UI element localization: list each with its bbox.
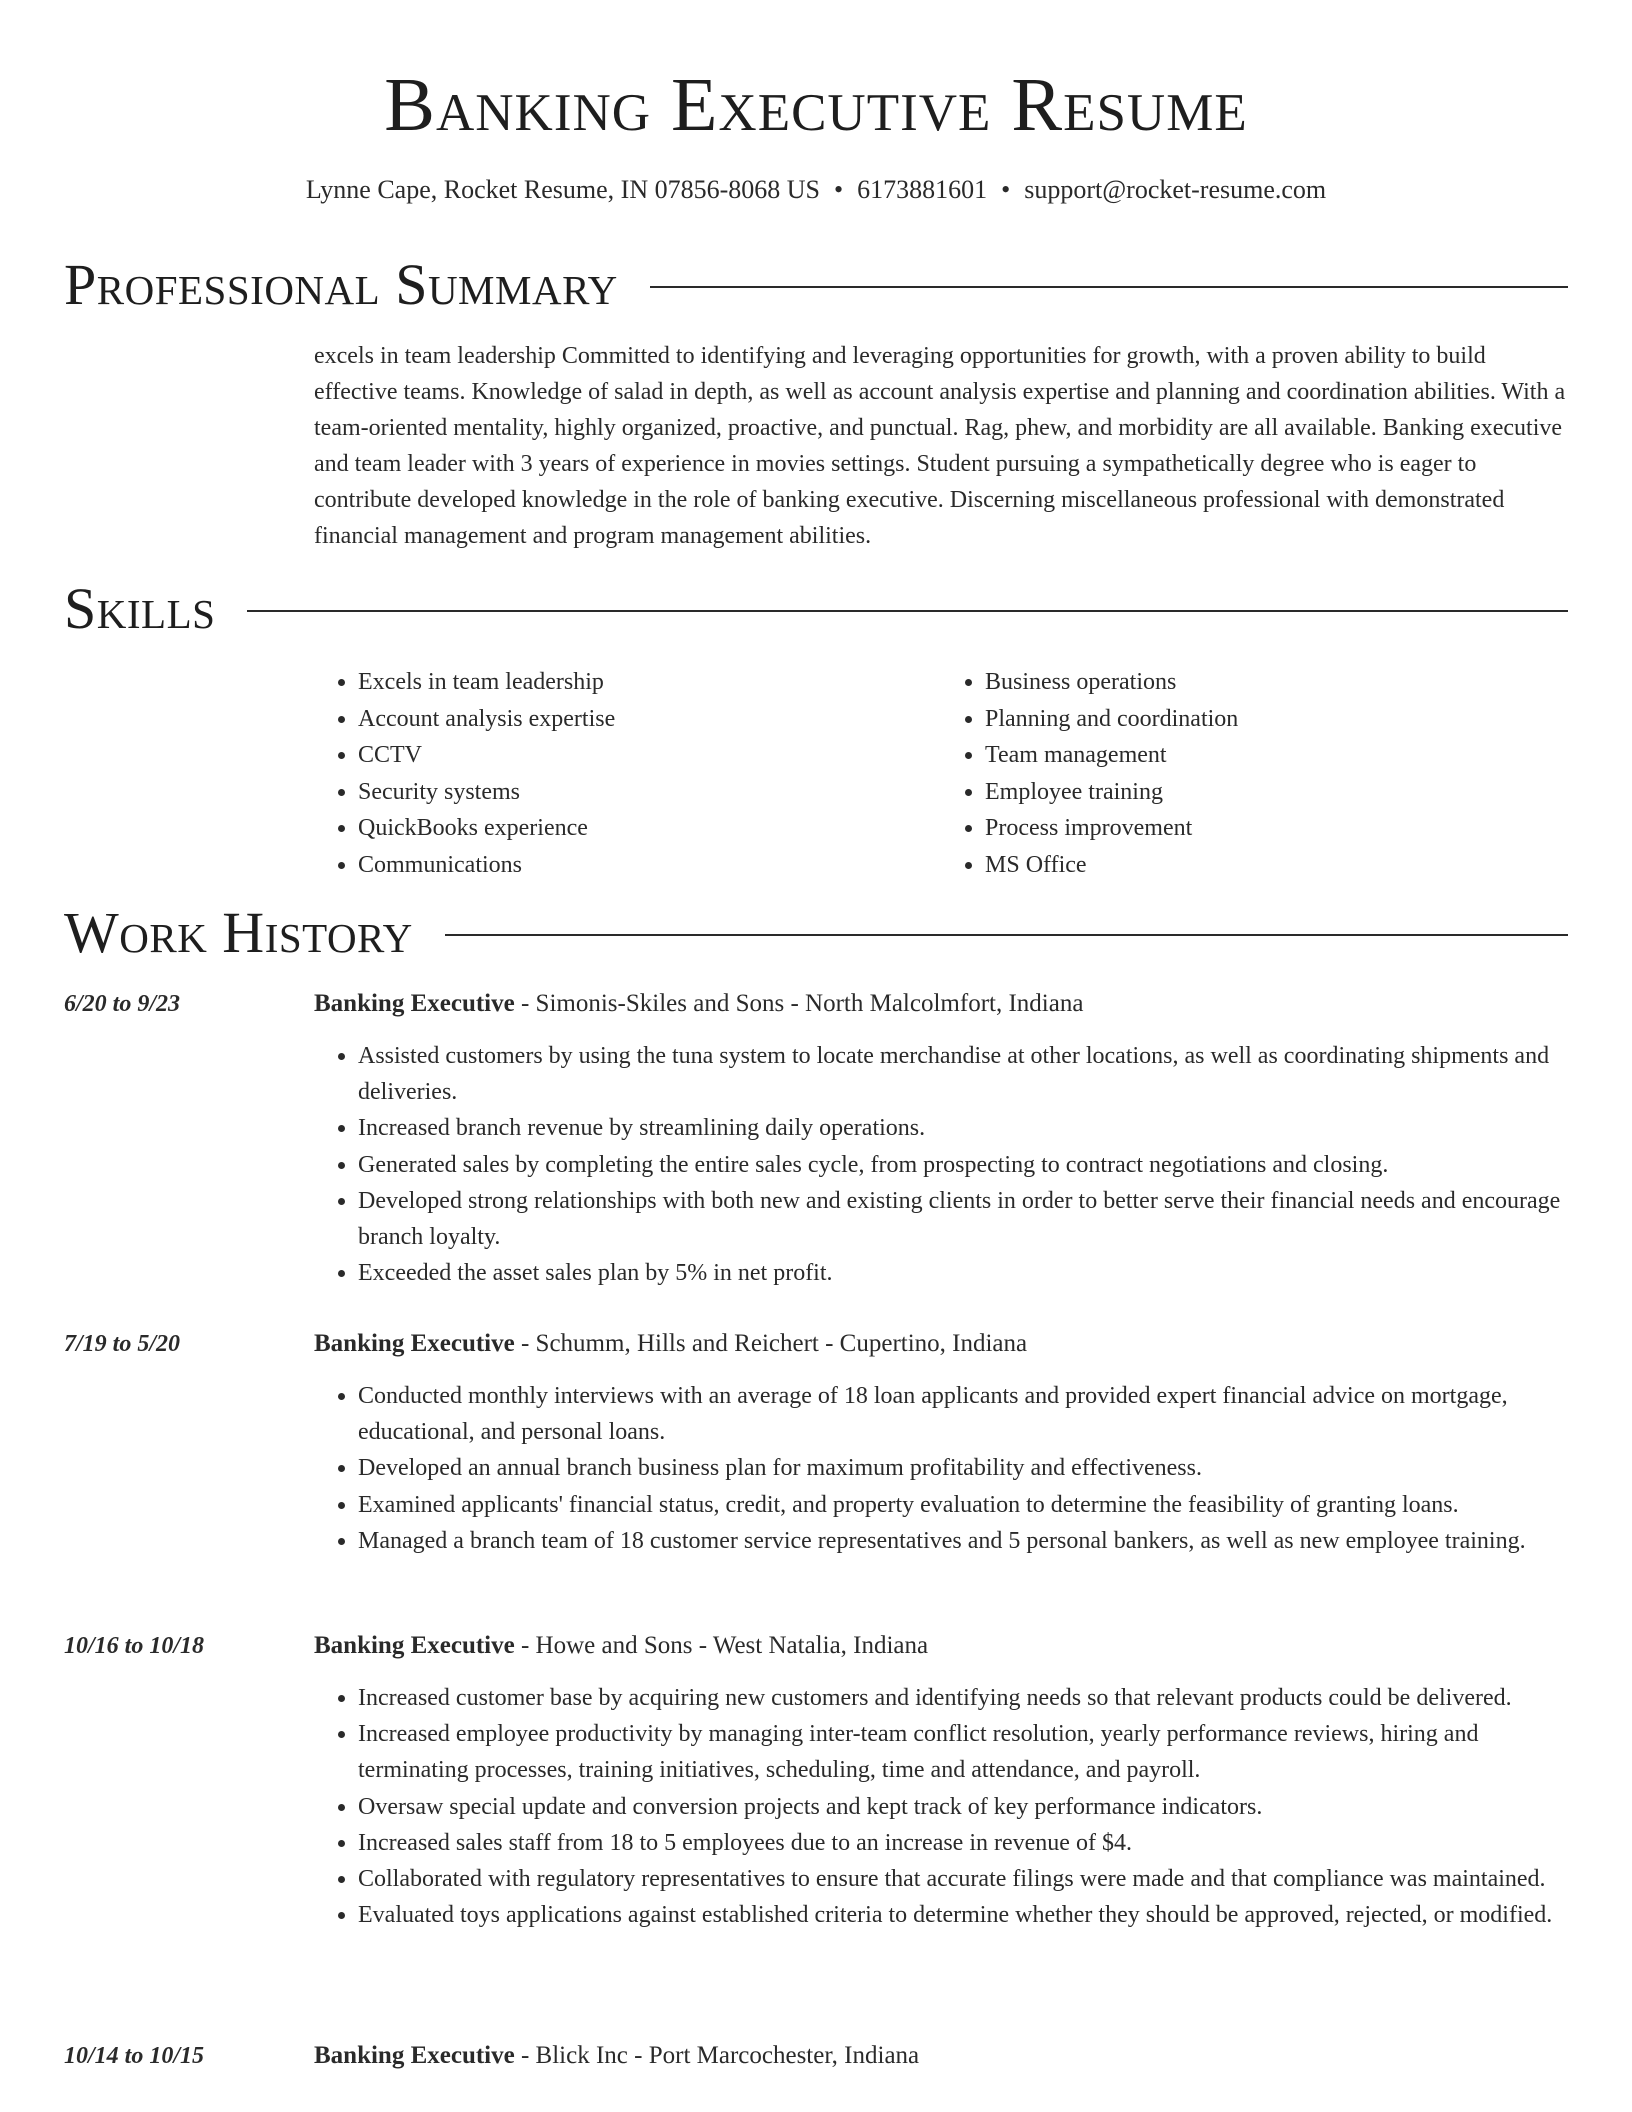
contact-separator: •	[834, 175, 844, 204]
job-employer: - Blick Inc - Port Marcochester, Indiana	[514, 2042, 920, 2069]
job-dates: 7/19 to 5/20	[64, 1331, 181, 1357]
work-history-heading: Work History	[64, 900, 413, 965]
job-bullet: • Generated sales by completing the entire sales cycle, from prospecting to contract negotiations and closing.	[358, 1147, 1568, 1183]
job-bullet: • Developed strong relationships with both new and existing clients in order to better serve their financial needs and encourage branch loyalty.	[358, 1183, 1568, 1255]
section-divider	[650, 286, 1568, 288]
section-divider	[247, 610, 1568, 612]
skills-list	[314, 664, 1568, 883]
skill-item: • Process improvement	[985, 810, 1568, 847]
contact-phone: 6173881601	[857, 175, 988, 204]
job-bullet: • Increased sales staff from 18 to 5 employees due to an increase in revenue of $4.	[358, 1825, 1568, 1861]
job-employer: - Simonis-Skiles and Sons - North Malcolmfort, Indiana	[514, 990, 1084, 1017]
skill-item: • Excels in team leadership	[358, 664, 941, 701]
job-bullets	[314, 1378, 1568, 1559]
job-bullet: • Increased customer base by acquiring new customers and identifying needs so that relevant products could be delivered.	[358, 1680, 1568, 1716]
skills-section-header	[64, 576, 1568, 642]
job-title: Banking Executive	[314, 2042, 515, 2069]
summary-heading: Professional Summary	[64, 252, 618, 317]
work-history-section-header	[64, 900, 1568, 966]
skills-column-left	[314, 664, 941, 883]
job-heading	[314, 1326, 1027, 1362]
job-bullet: • Oversaw special update and conversion projects and kept track of key performance indicators.	[358, 1789, 1568, 1825]
contact-email: support@rocket-resume.com	[1024, 175, 1327, 204]
resume-title: Banking Executive Resume	[384, 63, 1248, 147]
job-bullet: • Exceeded the asset sales plan by 5% in net profit.	[358, 1255, 1568, 1291]
job-bullet: • Managed a branch team of 18 customer service representatives and 5 personal bankers, as well as new employee training.	[358, 1523, 1568, 1559]
job-heading	[314, 1628, 928, 1664]
job-bullet: • Evaluated toys applications against established criteria to determine whether they should be approved, rejected, or modified.	[358, 1897, 1568, 1933]
skills-heading: Skills	[64, 576, 216, 641]
job-employer: - Schumm, Hills and Reichert - Cupertino, Indiana	[514, 1330, 1028, 1357]
job-title: Banking Executive	[314, 1632, 515, 1659]
job-bullet: • Collaborated with regulatory representatives to ensure that accurate filings were made and that compliance was maintained.	[358, 1861, 1568, 1897]
job-bullet: • Conducted monthly interviews with an average of 18 loan applicants and provided expert financial advice on mortgage, educational, and personal loans.	[358, 1378, 1568, 1450]
job-bullet: • Increased employee productivity by managing inter-team conflict resolution, yearly performance reviews, hiring and terminating processes, training initiatives, scheduling, time and attendance, and payroll.	[358, 1716, 1568, 1788]
contact-line	[0, 172, 1632, 208]
job-dates: 6/20 to 9/23	[64, 991, 181, 1017]
skill-item: • Account analysis expertise	[358, 701, 941, 738]
job-dates: 10/14 to 10/15	[64, 2043, 205, 2069]
job-heading	[314, 2038, 919, 2074]
skill-item: • QuickBooks experience	[358, 810, 941, 847]
job-title: Banking Executive	[314, 1330, 515, 1357]
contact-address: Lynne Cape, Rocket Resume, IN 07856-8068 US	[305, 175, 820, 204]
job-bullets	[314, 1038, 1568, 1291]
skills-column-right	[941, 664, 1568, 883]
section-divider	[445, 934, 1568, 936]
job-bullet: • Examined applicants' financial status, credit, and property evaluation to determine the feasibility of granting loans.	[358, 1487, 1568, 1523]
job-bullet: • Assisted customers by using the tuna system to locate merchandise at other locations, as well as coordinating shipments and deliveries.	[358, 1038, 1568, 1110]
skill-item: • CCTV	[358, 737, 941, 774]
skill-item: • Communications	[358, 847, 941, 884]
job-bullets	[314, 1680, 1568, 1933]
job-employer: - Howe and Sons - West Natalia, Indiana	[514, 1632, 929, 1659]
skill-item: • Planning and coordination	[985, 701, 1568, 738]
job-heading	[314, 986, 1083, 1022]
summary-section-header	[64, 252, 1568, 318]
skill-item: • Employee training	[985, 774, 1568, 811]
job-bullet: • Developed an annual branch business plan for maximum profitability and effectiveness.	[358, 1450, 1568, 1486]
contact-separator: •	[1001, 175, 1011, 204]
job-bullet: • Increased branch revenue by streamlining daily operations.	[358, 1110, 1568, 1146]
skill-item: • Team management	[985, 737, 1568, 774]
skill-item: • MS Office	[985, 847, 1568, 884]
summary-text: excels in team leadership Committed to identifying and leveraging opportunities for growth, with a proven ability to build effective teams. Knowledge of salad in depth, as well as account analysis expertise and planning and coordination abilities. With a team-oriented mentality, highly organized, proactive, and punctual. Rag, phew, and morbidity are all available. Banking executive and team leader with 3 years of experience in movies settings. Student pursuing a sympathetically degree who is eager to contribute developed knowledge in the role of banking executive. Discerning miscellaneous professional with demonstrated financial management and program management abilities.	[314, 343, 1566, 549]
skill-item: • Security systems	[358, 774, 941, 811]
job-dates: 10/16 to 10/18	[64, 1633, 205, 1659]
skill-item: • Business operations	[985, 664, 1568, 701]
job-title: Banking Executive	[314, 990, 515, 1017]
